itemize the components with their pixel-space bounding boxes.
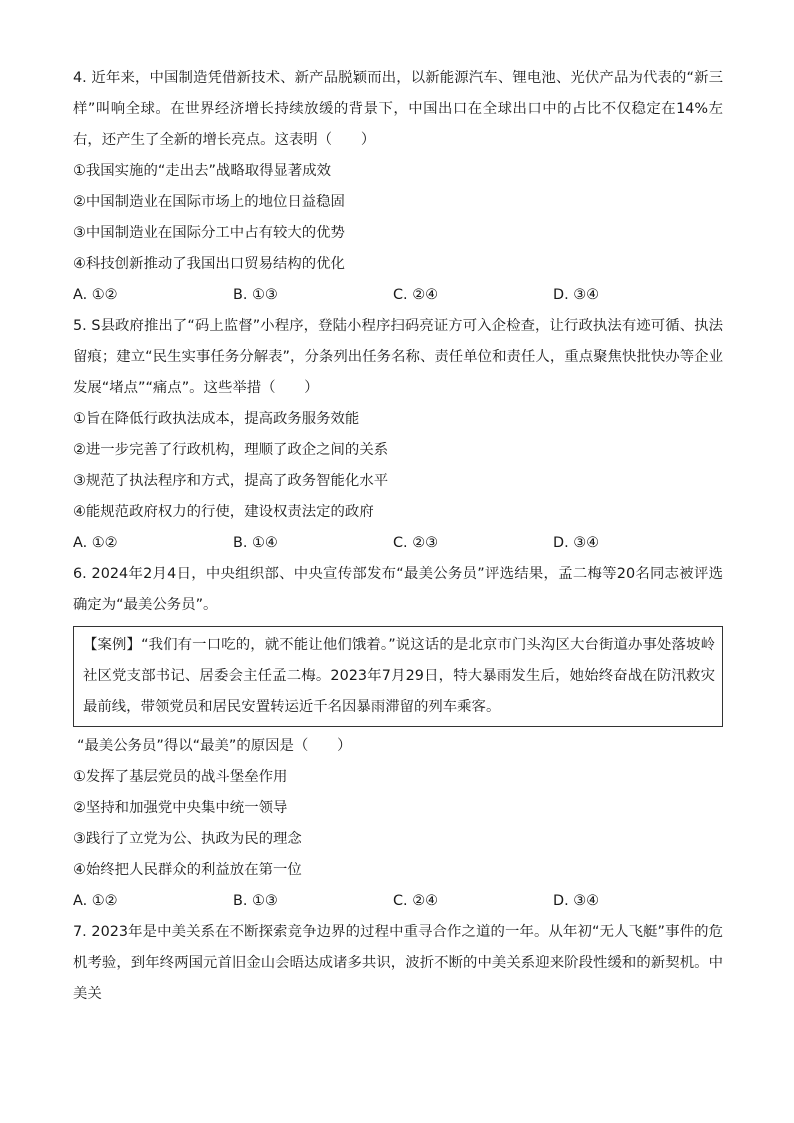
option-4: ④科技创新推动了我国出口贸易结构的优化 [73,256,345,272]
choice-a: A. ①② [73,893,118,909]
option-2: ②中国制造业在国际市场上的地位日益稳固 [73,194,345,210]
answer-choices [73,886,723,917]
question-7 [73,917,723,1010]
choice-c: C. ②③ [393,535,438,551]
choice-a: A. ①② [73,535,118,551]
option-4: ④始终把人民群众的利益放在第一位 [73,862,302,878]
option-2: ②进一步完善了行政机构，理顺了政企之间的关系 [73,442,389,458]
option-1: ①我国实施的“走出去”战略取得显著成效 [73,163,332,179]
answer-choices [73,528,723,559]
option-1: ①发挥了基层党员的战斗堡垒作用 [73,769,288,785]
choice-b: B. ①③ [233,893,278,909]
option-3: ③中国制造业在国际分工中占有较大的优势 [73,225,345,241]
choice-d: D. ③④ [553,535,600,551]
question-stem: 5. S县政府推出了“码上监督”小程序，登陆小程序扫码亮证方可入企检查，让行政执法有迹可循、执法留痕；建立“民生实事任务分解表”，分条列出任务名称、责任单位和责任人，重点聚焦快批快办等企业发展“堵点”“痛点”。这些举措（ ） [73,318,723,396]
choice-c: C. ②④ [393,893,438,909]
choice-d: D. ③④ [553,287,600,303]
question-5 [73,311,723,559]
case-text: “我们有一口吃的，就不能让他们饿着。”说这话的是北京市门头沟区大台街道办事处落坡岭社区党支部书记、居委会主任孟二梅。2023年7月29日，特大暴雨发生后，她始终奋战在防汛救灾最前线，带领党员和居民安置转运近千名因暴雨滞留的列车乘客。 [83,637,715,715]
question-4 [73,63,723,311]
choice-d: D. ③④ [553,893,600,909]
choice-b: B. ①④ [233,535,278,551]
question-6 [73,559,723,917]
choice-b: B. ①③ [233,287,278,303]
question-stem: 6. 2024年2月4日，中央组织部、中央宣传部发布“最美公务员”评选结果，孟二梅等20名同志被评选确定为“最美公务员”。 [73,566,723,613]
question-list [73,63,723,1010]
option-4: ④能规范政府权力的行使，建设权责法定的政府 [73,504,374,520]
choice-c: C. ②④ [393,287,438,303]
choice-a: A. ①② [73,287,118,303]
option-1: ①旨在降低行政执法成本，提高政务服务效能 [73,411,360,427]
option-2: ②坚持和加强党中央集中统一领导 [73,800,288,816]
case-box [73,626,723,727]
question-stem: 7. 2023年是中美关系在不断探索竞争边界的过程中重寻合作之道的一年。从年初“无人飞艇”事件的危机考验，到年终两国元首旧金山会晤达成诸多共识，波折不断的中美关系迎来阶段性缓和的新契机。中美关 [73,924,723,1002]
option-3: ③规范了执法程序和方式，提高了政务智能化水平 [73,473,389,489]
case-tag: 【案例】 [83,637,142,653]
question-follow-up: “最美公务员”得以“最美”的原因是（ ） [77,738,352,754]
question-stem: 4. 近年来，中国制造凭借新技术、新产品脱颖而出，以新能源汽车、锂电池、光伏产品为代表的“新三样”叫响全球。在世界经济增长持续放缓的背景下，中国出口在全球出口中的占比不仅稳定在14%左右，还产生了全新的增长亮点。这表明（ ） [73,70,723,148]
case-paragraph [83,630,715,723]
answer-choices [73,280,723,311]
option-3: ③践行了立党为公、执政为民的理念 [73,831,302,847]
